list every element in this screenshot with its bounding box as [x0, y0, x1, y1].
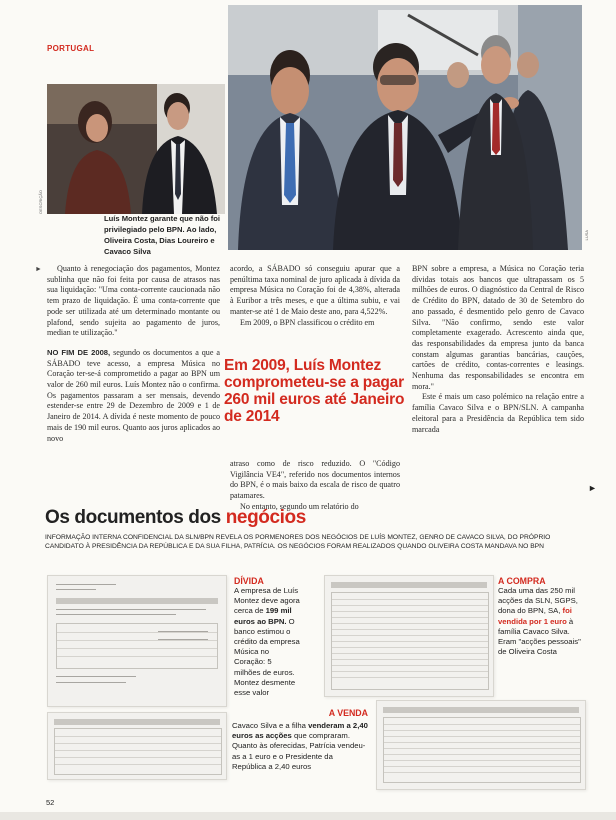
- bottom-strip: [0, 812, 616, 820]
- article-column-3: [412, 264, 584, 435]
- col2-paragraph-3: atraso como de risco reduzido. O "Código Vigilância VE4", referido nos documentos internos do BPN, é o mais baixo da escala de risco de quatro patamares.: [230, 459, 400, 501]
- col1-paragraph-2-text: segundo os documentos a que a SÁBADO teve acesso, a empresa Música no Coração ter-se-á comprometido a pagar ao BPN um valor de 260 mil euros. Luís Montez não o confirma. Os pagamentos passaram a ser mensais, devendo estender-se entre 29 de Dezembro de 2009 e 1 de Janeiro de 2014. A dívida é neste momento de pouco mais de 190 mil euros. Quanto aos juros aplicados ao novo: [47, 347, 220, 443]
- venda-title: A VENDA: [328, 708, 368, 718]
- documents-heading-part1: Os documentos dos: [45, 507, 226, 528]
- col3-paragraph-2: Este é mais um caso polémico na relação entre a família Cavaco Silva e o BPN/SLN. A campanha eleitoral para a Presidência da República tem sido marcada: [412, 392, 584, 434]
- photo-big-credit: LUSA: [584, 230, 589, 241]
- col1-lead-in: NO FIM DE 2008,: [47, 347, 111, 357]
- article-column-2: [230, 264, 400, 328]
- photo-big-image: [228, 5, 582, 250]
- documents-heading-part2: negócios: [225, 507, 306, 528]
- document-scan-venda-right: [376, 700, 586, 790]
- compra-text: Cada uma das 250 mil acções da SLN, SGPS, dona do BPN, SA, foi vendida por 1 euro à família Cavaco Silva. Eram "acções pessoais" de Oliveira Costa: [498, 586, 581, 657]
- compra-title: A COMPRA: [498, 576, 546, 586]
- article-column-1: [47, 264, 220, 444]
- divida-title: DÍVIDA: [234, 576, 264, 586]
- photo-small: [47, 84, 225, 214]
- section-label: PORTUGAL: [47, 44, 95, 53]
- document-scan-compra: [324, 575, 494, 697]
- photo-big: [228, 5, 582, 250]
- photo-small-image: [47, 84, 225, 214]
- box-compra: [498, 576, 584, 657]
- document-scan-venda-left: [47, 712, 227, 780]
- documents-heading: [45, 507, 306, 529]
- article-start-marker: ►: [35, 265, 42, 273]
- col1-paragraph-2: [47, 348, 220, 444]
- col2-paragraph-1: acordo, a SÁBADO só conseguiu apurar que a penúltima taxa nominal de juro aplicada à dívida da empresa Música no Coração foi de 4,38%, alterada à Euribor a três meses, e que a última subiu, e vai manter-se até 1 de Maio deste ano, para 4,522%.: [230, 264, 400, 316]
- pull-quote: Em 2009, Luís Montez comprometeu-se a pagar 260 mil euros até Janeiro de 2014: [224, 357, 405, 425]
- box-divida: [234, 576, 300, 698]
- article-column-2-lower: [230, 459, 400, 513]
- col3-paragraph-1: BPN sobre a empresa, a Música no Coração teria dívidas totais aos bancos que ultrapassam os 5 milhões de euros. O diagnóstico da Central de Risco de Crédito do BPN, datado de 30 de Setembro do ano passado, é desmentido pelo genro de Cavaco Silva. "Não confirmo, sendo este valor completamente exagerado. Acrescento ainda que, das responsabilidades da empresa junto da banca constam algumas garantias bancárias, cauções, cartões de crédito, contas-correntes e leasings. Nenhuma das responsabilidades se encontra em mora.": [412, 264, 584, 391]
- col2-paragraph-4: No entanto, segundo um relatório do: [240, 501, 359, 511]
- documents-subtitle: INFORMAÇÃO INTERNA CONFIDENCIAL DA SLN/BPN REVELA OS PORMENORES DOS NEGÓCIOS DE LUÍS MONTEZ, GENRO DE CAVACO SILVA, DO PRÓPRIO CANDIDATO À PRESIDÊNCIA DA REPÚBLICA E DA SUA FILHA, PATRÍCIA. OS NEGÓCIOS FORAM REALIZADOS QUANDO OLIVEIRA COSTA MANDAVA NO BPN: [45, 534, 551, 551]
- page-number: 52: [46, 798, 55, 807]
- document-scan-divida: [47, 575, 227, 707]
- photo-caption: Luís Montez garante que não foi privilegiado pelo BPN. Ao lado, Oliveira Costa, Dias Loureiro e Cavaco Silva: [104, 214, 221, 256]
- article-end-marker: ►: [588, 483, 597, 493]
- box-venda: [232, 708, 368, 718]
- col1-paragraph-1: Quanto à renegociação dos pagamentos, Montez sublinha que não foi feita por causa de atrasos nas sua liquidação: "Uma conta-corrente caucionada não tem prazo de liquidação. É uma conta-corrente que pode ser utilizada até um determinado montante ou plafond, sendo sujeita ao pagamento de juros, median te utilização.": [47, 264, 220, 338]
- divida-text: A empresa de Luís Montez deve agora cerca de 199 mil euros ao BPN. O banco estimou o crédito da empresa Música no Coração: 5 milhões de euros. Montez desmente esse valor: [234, 586, 300, 698]
- photo-small-credit: DESCRIÇÃO: [38, 190, 43, 214]
- venda-text: Cavaco Silva e a filha venderam a 2,40 euros as acções que compraram. Quanto às oferecidas, Patrícia vendeu-as a 1 euro e o Presidente da República a 2,40 euros: [232, 721, 368, 771]
- col2-paragraph-2: Em 2009, o BPN classificou o crédito em: [240, 317, 375, 327]
